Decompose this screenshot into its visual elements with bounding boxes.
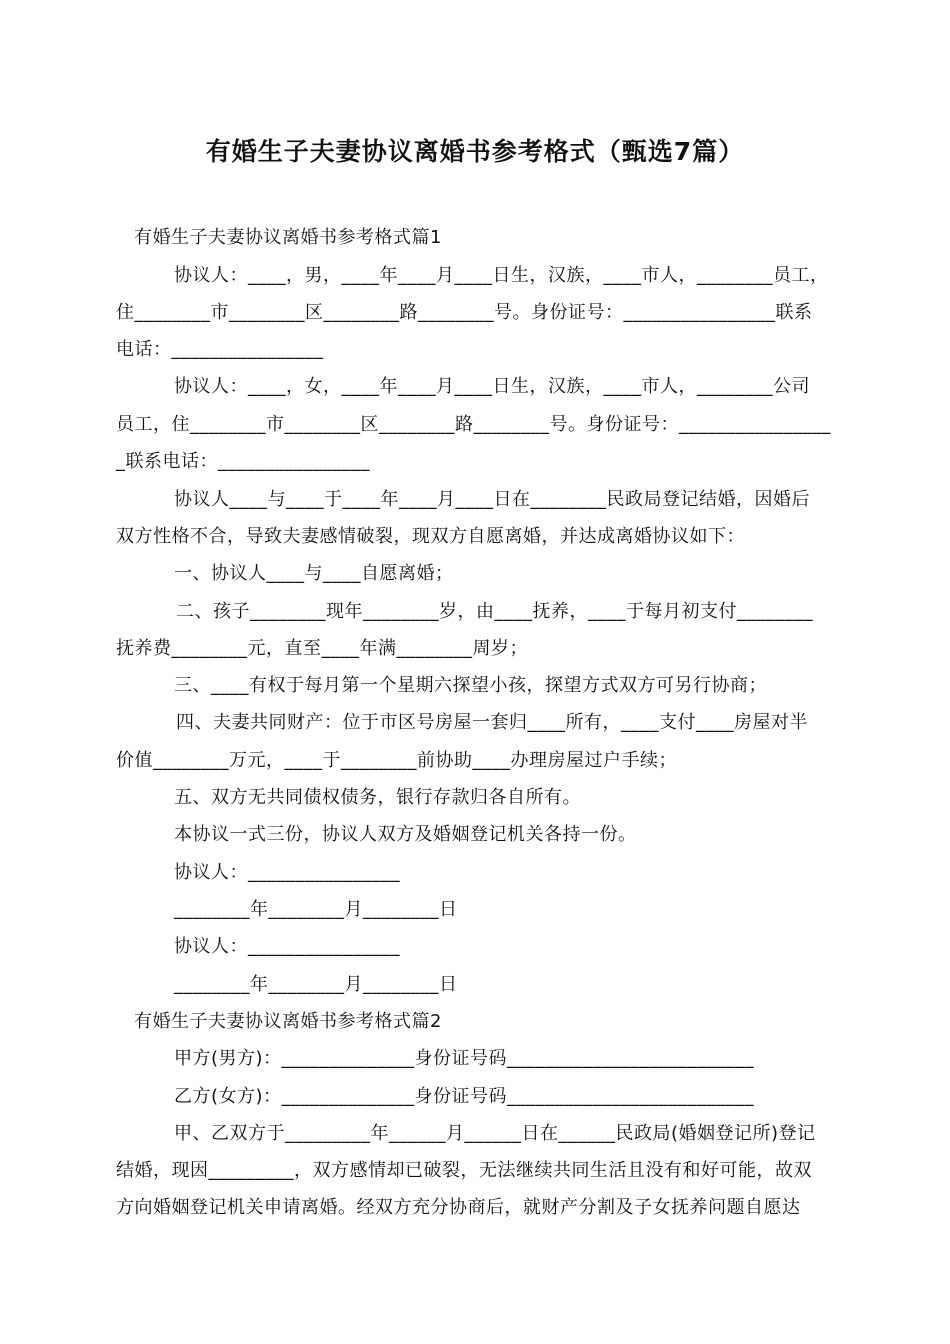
clause-line: 五、双方无共同债权债务，银行存款归各自所有。 xyxy=(174,787,581,808)
party-line: 甲方(男方)：______________身份证号码__________________________ xyxy=(174,1048,755,1069)
party-line: 乙方(女方)：______________身份证号码__________________________ xyxy=(174,1086,755,1107)
paragraph-line: 电话：________________ xyxy=(116,339,324,360)
signature-line: 协议人：________________ xyxy=(174,862,400,883)
paragraph-line: _联系电话：________________ xyxy=(116,451,370,472)
clause-line: 二、孩子________现年________岁，由____抚养，____于每月初支付________ xyxy=(176,601,813,622)
clause-line: 四、夫妻共同财产：位于市区号房屋一套归____所有，____支付____房屋对半 xyxy=(176,712,808,733)
paragraph-line: 结婚，现因_________，双方感情却已破裂，无法继续共同生活且没有和好可能，故双 xyxy=(116,1160,812,1181)
clause-line: 三、____有权于每月第一个星期六探望小孩，探望方式双方可另行协商； xyxy=(174,675,767,696)
clause-line: 价值________万元，____于________前协助____办理房屋过户手续； xyxy=(116,750,677,771)
paragraph-line: 方向婚姻登记机关申请离婚。经双方充分协商后，就财产分割及子女抚养问题自愿达 xyxy=(116,1197,801,1218)
paragraph-line: 甲、乙双方于_________年______月______日在______民政局(婚姻登记所)登记 xyxy=(174,1123,816,1144)
paragraph-line: 住________市________区________路________号。身份证号：________________联系 xyxy=(116,302,813,323)
clause-line: 抚养费________元，直至____年满________周岁； xyxy=(116,638,528,659)
paragraph-line: 协议人：____，男，____年____月____日生，汉族，____市人，________员工， xyxy=(174,265,829,286)
date-line: ________年________月________日 xyxy=(174,899,458,920)
signature-line: 协议人：________________ xyxy=(174,936,400,957)
paragraph-line: 双方性格不合，导致夫妻感情破裂，现双方自愿离婚，并达成离婚协议如下： xyxy=(116,526,745,547)
document-title: 有婚生子夫妻协议离婚书参考格式（甄选7篇） xyxy=(205,137,745,166)
paragraph-line: 员工，住________市________区________路________号。身份证号：________________ xyxy=(116,414,831,435)
paragraph-line: 协议人____与____于____年____月____日在________民政局登记结婚，因婚后 xyxy=(174,489,810,510)
section-heading-1: 有婚生子夫妻协议离婚书参考格式篇1 xyxy=(134,227,442,248)
section-heading-2: 有婚生子夫妻协议离婚书参考格式篇2 xyxy=(134,1011,442,1032)
date-line: ________年________月________日 xyxy=(174,974,458,995)
paragraph-line: 本协议一式三份，协议人双方及婚姻登记机关各持一份。 xyxy=(174,824,637,845)
clause-line: 一、协议人____与____自愿离婚； xyxy=(174,563,454,584)
paragraph-line: 协议人：____，女，____年____月____日生，汉族，____市人，________公司 xyxy=(174,376,810,397)
